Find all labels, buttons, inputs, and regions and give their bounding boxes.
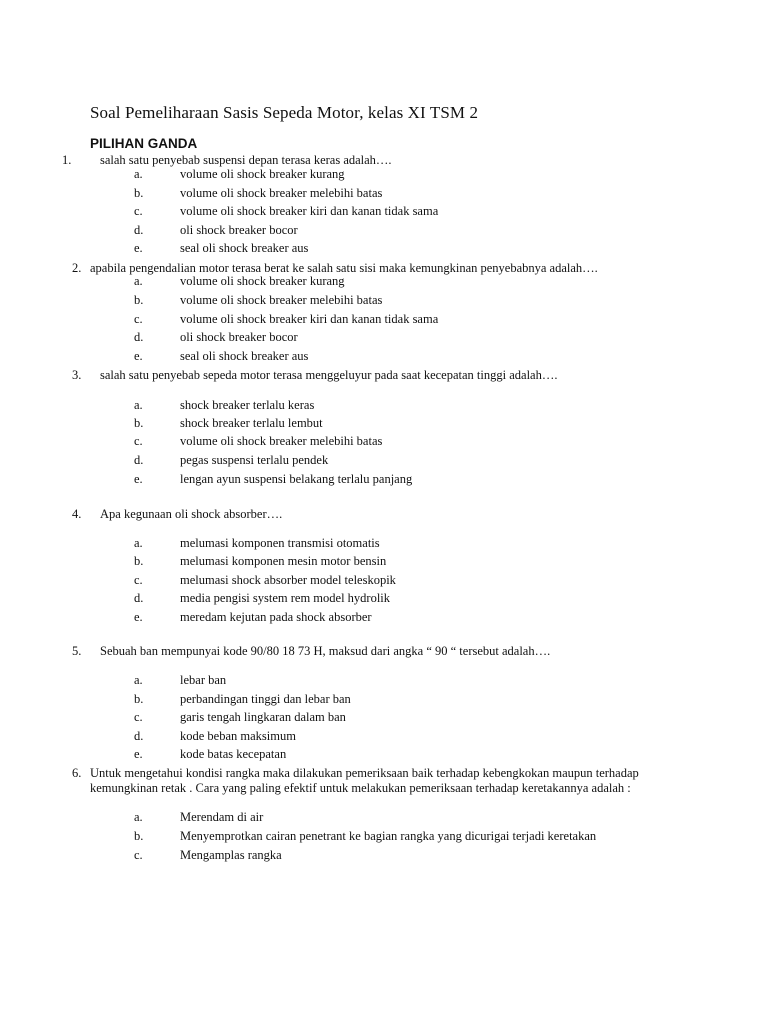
option-text: kode batas kecepatan (180, 747, 287, 761)
option-text: lengan ayun suspensi belakang terlalu panjang (180, 472, 413, 486)
option-text: volume oli shock breaker melebihi batas (180, 293, 383, 307)
option-text: volume oli shock breaker melebihi batas (180, 434, 383, 448)
option-text: seal oli shock breaker aus (180, 241, 309, 255)
question-number: 5. (72, 644, 82, 658)
option-text: shock breaker terlalu keras (180, 398, 315, 412)
option-text: melumasi shock absorber model teleskopik (180, 573, 396, 587)
option-letter: b. (134, 293, 144, 307)
question-number: 2. (72, 261, 82, 275)
option-text: lebar ban (180, 673, 227, 687)
option-text: pegas suspensi terlalu pendek (180, 453, 329, 467)
option-letter: c. (134, 312, 143, 326)
question-text: Apa kegunaan oli shock absorber…. (100, 507, 283, 521)
option-letter: b. (134, 186, 144, 200)
option-letter: b. (134, 416, 144, 430)
question-text: salah satu penyebab sepeda motor terasa menggeluyur pada saat kecepatan tinggi adalah…. (100, 368, 558, 382)
option-text: shock breaker terlalu lembut (180, 416, 323, 430)
option-letter: a. (134, 274, 143, 288)
option-letter: b. (134, 829, 144, 843)
option-text: oli shock breaker bocor (180, 223, 298, 237)
section-heading: PILIHAN GANDA (90, 136, 198, 151)
question-number: 4. (72, 507, 82, 521)
option-text: garis tengah lingkaran dalam ban (180, 710, 346, 724)
option-text: Menyemprotkan cairan penetrant ke bagian rangka yang dicurigai terjadi keretakan (180, 829, 597, 843)
option-text: volume oli shock breaker kiri dan kanan tidak sama (180, 312, 439, 326)
option-letter: a. (134, 673, 143, 687)
option-letter: d. (134, 453, 144, 467)
option-letter: a. (134, 810, 143, 824)
option-letter: d. (134, 591, 144, 605)
option-text: Merendam di air (180, 810, 264, 824)
option-letter: a. (134, 536, 143, 550)
option-letter: e. (134, 610, 143, 624)
option-letter: e. (134, 349, 143, 363)
option-letter: c. (134, 434, 143, 448)
option-text: volume oli shock breaker melebihi batas (180, 186, 383, 200)
option-text: volume oli shock breaker kurang (180, 274, 345, 288)
option-letter: c. (134, 710, 143, 724)
question-text: Sebuah ban mempunyai kode 90/80 18 73 H, maksud dari angka “ 90 “ tersebut adalah…. (100, 644, 551, 658)
option-letter: e. (134, 472, 143, 486)
option-letter: d. (134, 330, 144, 344)
option-text: seal oli shock breaker aus (180, 349, 309, 363)
option-letter: b. (134, 692, 144, 706)
option-text: melumasi komponen transmisi otomatis (180, 536, 380, 550)
option-letter: a. (134, 398, 143, 412)
option-letter: c. (134, 573, 143, 587)
question-number: 6. (72, 766, 82, 780)
option-letter: a. (134, 167, 143, 181)
option-letter: b. (134, 554, 144, 568)
option-text: volume oli shock breaker kiri dan kanan tidak sama (180, 204, 439, 218)
option-text: melumasi komponen mesin motor bensin (180, 554, 387, 568)
question-text: salah satu penyebab suspensi depan terasa keras adalah…. (100, 153, 392, 167)
question-6-text: Untuk mengetahui kondisi rangka maka dilakukan pemeriksaan baik terhadap kebengkokan maupun terhadap kemungkinan retak . Cara yang paling efektif untuk melakukan pemeriksaan terhadap keretakannya adalah : (90, 766, 639, 795)
option-letter: c. (134, 848, 143, 862)
option-text: Mengamplas rangka (180, 848, 282, 862)
question-number: 3. (72, 368, 82, 382)
option-letter: e. (134, 241, 143, 255)
question-number: 1. (62, 153, 72, 167)
option-letter: c. (134, 204, 143, 218)
option-text: oli shock breaker bocor (180, 330, 298, 344)
option-text: media pengisi system rem model hydrolik (180, 591, 391, 605)
option-letter: d. (134, 729, 144, 743)
option-letter: d. (134, 223, 144, 237)
option-text: volume oli shock breaker kurang (180, 167, 345, 181)
question-text: apabila pengendalian motor terasa berat ke salah satu sisi maka kemungkinan penyebabnya adalah…. (90, 261, 598, 275)
option-letter: e. (134, 747, 143, 761)
option-text: meredam kejutan pada shock absorber (180, 610, 372, 624)
option-text: perbandingan tinggi dan lebar ban (180, 692, 351, 706)
document-title: Soal Pemeliharaan Sasis Sepeda Motor, kelas XI TSM 2 (90, 103, 479, 122)
option-text: kode beban maksimum (180, 729, 296, 743)
